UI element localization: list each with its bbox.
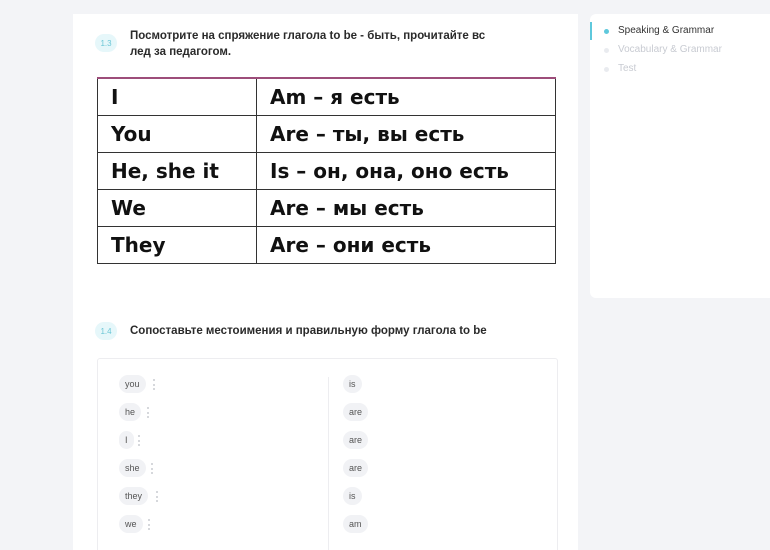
- drag-handle-icon[interactable]: [153, 379, 156, 390]
- drag-handle-icon[interactable]: [148, 519, 151, 530]
- pronoun-cell: He, she it: [98, 153, 257, 190]
- sidebar-item-speaking-grammar[interactable]: Speaking & Grammar: [618, 25, 715, 36]
- answer-chip[interactable]: is: [343, 375, 362, 393]
- left-gutter: [0, 0, 73, 550]
- task-title-line-2: лед за педагогом.: [130, 46, 232, 58]
- draggable-chip[interactable]: he: [119, 403, 141, 421]
- table-row: [98, 116, 556, 153]
- drag-handle-icon[interactable]: [151, 463, 154, 474]
- drag-handle-icon[interactable]: [138, 435, 141, 446]
- status-dot-icon: [604, 67, 609, 72]
- table-row: [98, 227, 556, 264]
- verb-form-cell: Am – я есть: [257, 78, 556, 116]
- active-indicator: [590, 22, 592, 40]
- table-row: [98, 190, 556, 227]
- answer-chip[interactable]: are: [343, 403, 368, 421]
- task-title: Сопоставьте местоимения и правильную форму глагола to be: [130, 325, 487, 337]
- verb-form-cell: Are – они есть: [257, 227, 556, 264]
- draggable-chip[interactable]: they: [119, 487, 148, 505]
- pronoun-cell: They: [98, 227, 257, 264]
- lesson-sidebar: [590, 14, 770, 298]
- column-divider: [328, 377, 329, 550]
- answer-chip[interactable]: am: [343, 515, 368, 533]
- draggable-chip[interactable]: you: [119, 375, 146, 393]
- task-number-badge: 1.4: [95, 322, 117, 340]
- answer-chip[interactable]: are: [343, 459, 368, 477]
- task-number-badge: 1.3: [95, 34, 117, 52]
- sidebar-item-vocabulary-grammar[interactable]: Vocabulary & Grammar: [618, 44, 722, 55]
- draggable-chip[interactable]: we: [119, 515, 143, 533]
- sidebar-item-test[interactable]: Test: [618, 63, 637, 74]
- answer-chip[interactable]: are: [343, 431, 368, 449]
- lesson-content: [73, 14, 578, 550]
- status-dot-icon: [604, 48, 609, 53]
- status-dot-icon: [604, 29, 609, 34]
- verb-form-cell: Are – ты, вы есть: [257, 116, 556, 153]
- drag-handle-icon[interactable]: [147, 407, 150, 418]
- verb-form-cell: Are – мы есть: [257, 190, 556, 227]
- pronoun-cell: I: [98, 78, 257, 116]
- draggable-chip[interactable]: I: [119, 431, 134, 449]
- table-row: [98, 153, 556, 190]
- task-title: [130, 28, 485, 60]
- draggable-chip[interactable]: she: [119, 459, 146, 477]
- matching-exercise: [97, 358, 558, 550]
- verb-form-cell: Is – он, она, оно есть: [257, 153, 556, 190]
- answer-chip[interactable]: is: [343, 487, 362, 505]
- pronoun-cell: We: [98, 190, 257, 227]
- table-row: [98, 78, 556, 116]
- drag-handle-icon[interactable]: [156, 491, 159, 502]
- task-title-line-1: Посмотрите на спряжение глагола to be - быть, прочитайте вс: [130, 30, 486, 42]
- pronoun-cell: You: [98, 116, 257, 153]
- conjugation-table: [97, 77, 556, 264]
